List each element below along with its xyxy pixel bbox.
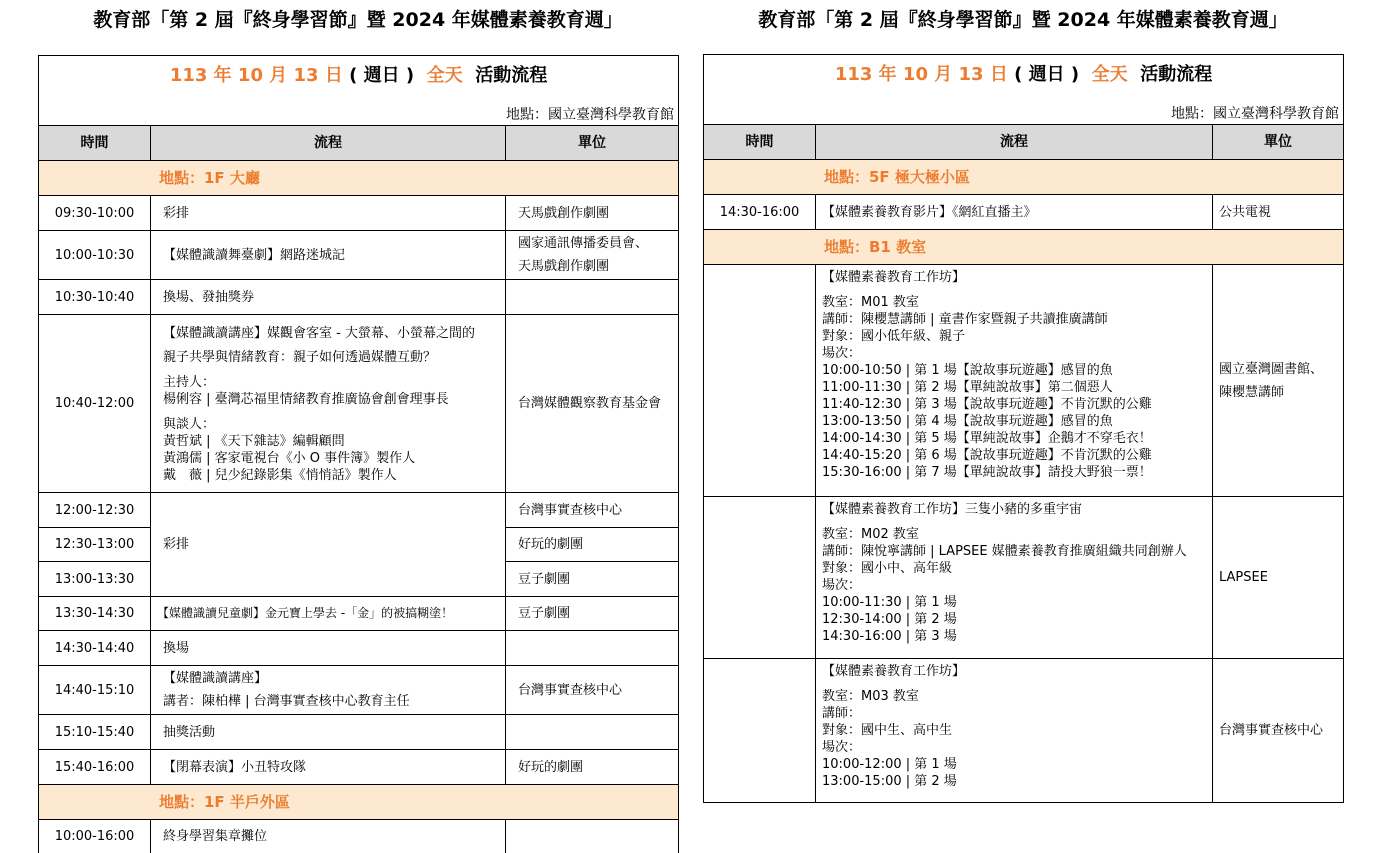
location-row [39, 785, 679, 820]
workshop-title: 【媒體素養教育工作坊】 [822, 270, 966, 285]
unit-cell [506, 820, 679, 853]
flow-cell [816, 659, 1213, 803]
location-row [39, 161, 679, 196]
unit-cell: 豆子劇團 [506, 562, 679, 597]
flow-line: 13:00-15:00 | 第 2 場 [822, 774, 957, 789]
flow-line: 與談人： [163, 417, 216, 432]
document-title: 教育部「第 2 屆『終身學習節』暨 2024 年媒體素養教育週」 [758, 9, 1288, 31]
flow-line: 對象：國小低年級、親子 [822, 329, 966, 344]
flow-line: 【媒體識讀講座】媒觀會客室 - 大螢幕、小螢幕之間的 [163, 326, 475, 341]
flow-line: 15:30-16:00 | 第 7 場【單純說故事】請投大野狼一票！ [822, 465, 1152, 480]
flow-line: 11:00-11:30 | 第 2 場【單純說故事】第二個惡人 [822, 380, 1113, 395]
flow-line: 黃哲斌 | 《天下雜誌》編輯顧問 [163, 434, 345, 449]
table-row [39, 750, 679, 785]
right-page [703, 0, 1343, 803]
flow-cell: 彩排 [151, 493, 506, 597]
table-row [704, 497, 1344, 659]
allday-label: 全天 [426, 65, 463, 86]
flow-cell: 【媒體識讀舞臺劇】網路迷城記 [151, 231, 506, 280]
flow-line: 講師：陳悅寧講師 | LAPSEE 媒體素養教育推廣組織共同創辦人 [822, 544, 1187, 559]
unit-cell: LAPSEE [1213, 497, 1344, 659]
unit-cell: 好玩的劇團 [506, 750, 679, 785]
unit-cell: 天馬戲創作劇團 [506, 196, 679, 231]
flow-cell [816, 265, 1213, 497]
unit-line: 國立臺灣圖書館、 [1219, 361, 1324, 377]
location-label: 地點：1F 大廳 [39, 161, 679, 196]
flow-line: 10:00-12:00 | 第 1 場 [822, 757, 957, 772]
unit-cell [506, 280, 679, 315]
flow-line: 14:40-15:20 | 第 6 場【說故事玩遊趣】不肯沉默的公雞 [822, 448, 1152, 463]
unit-cell: 公共電視 [1213, 195, 1344, 230]
date-header [39, 56, 679, 126]
flow-cell [151, 666, 506, 715]
flow-title: 活動流程 [1140, 64, 1213, 85]
time-cell: 14:40-15:10 [39, 666, 151, 715]
unit-column-header: 單位 [1213, 125, 1344, 160]
flow-cell: 【媒體識讀兒童劇】金元寶上學去 -「金」的被搞糊塗！ [151, 597, 506, 631]
location-label: 地點：5F 極大極小區 [704, 160, 1344, 195]
flow-cell: 換場 [151, 631, 506, 666]
column-header-row [704, 125, 1344, 160]
time-cell: 12:00-12:30 [39, 493, 151, 528]
event-date: 113 年 10 月 13 日 [169, 65, 343, 86]
time-cell: 15:40-16:00 [39, 750, 151, 785]
time-cell [704, 497, 816, 659]
table-row [39, 597, 679, 631]
flow-line: 戴 薇 | 兒少紀錄影集《悄悄話》製作人 [163, 468, 397, 483]
flow-line: 14:30-16:00 | 第 3 場 [822, 629, 957, 644]
table-row [39, 715, 679, 750]
flow-line: 對象：國中生、高中生 [822, 723, 953, 738]
time-cell: 12:30-13:00 [39, 528, 151, 562]
table-row [39, 820, 679, 853]
flow-line: 場次： [822, 578, 862, 593]
time-cell: 10:00-16:00 [39, 820, 151, 853]
table-row [704, 265, 1344, 497]
location-label: 地點：B1 教室 [704, 230, 1344, 265]
unit-cell [506, 715, 679, 750]
unit-cell [1213, 265, 1344, 497]
time-cell: 13:30-14:30 [39, 597, 151, 631]
unit-column-header: 單位 [506, 126, 679, 161]
weekday: ( 週日 ) [1014, 64, 1080, 85]
time-cell: 10:40-12:00 [39, 315, 151, 493]
time-column-header: 時間 [704, 125, 816, 160]
flow-line: 【媒體識讀講座】 [163, 671, 268, 686]
time-cell: 14:30-16:00 [704, 195, 816, 230]
flow-title: 活動流程 [475, 65, 548, 86]
flow-line: 楊俐容 | 臺灣芯福里情緒教育推廣協會創會理事長 [163, 392, 449, 407]
flow-line: 場次： [822, 346, 862, 361]
table-row [39, 315, 679, 493]
flow-line: 10:00-11:30 | 第 1 場 [822, 595, 957, 610]
left-page [38, 0, 678, 853]
table-row [39, 631, 679, 666]
venue-location: 地點：國立臺灣科學教育館 [506, 107, 675, 123]
unit-line: 陳櫻慧講師 [1219, 384, 1285, 400]
allday-label: 全天 [1091, 64, 1128, 85]
table-row [39, 666, 679, 715]
flow-cell: 抽獎活動 [151, 715, 506, 750]
date-header [704, 55, 1344, 125]
unit-line: 國家通訊傳播委員會、 [518, 236, 649, 251]
time-cell: 09:30-10:00 [39, 196, 151, 231]
flow-line: 11:40-12:30 | 第 3 場【說故事玩遊趣】不肯沉默的公雞 [822, 397, 1152, 412]
flow-cell [151, 315, 506, 493]
flow-cell: 【閉幕表演】小丑特攻隊 [151, 750, 506, 785]
venue-location: 地點：國立臺灣科學教育館 [1171, 106, 1340, 122]
workshop-title: 【媒體素養教育工作坊】 [822, 664, 966, 679]
flow-cell: 換場、發抽獎券 [151, 280, 506, 315]
flow-line: 14:00-14:30 | 第 5 場【單純說故事】企鵝才不穿毛衣！ [822, 431, 1152, 446]
flow-line: 教室：M01 教室 [822, 295, 919, 310]
flow-line: 12:30-14:00 | 第 2 場 [822, 612, 957, 627]
flow-line: 教室：M02 教室 [822, 527, 919, 542]
flow-cell: 終身學習集章攤位 [151, 820, 506, 853]
flow-line: 10:00-10:50 | 第 1 場【說故事玩遊趣】感冒的魚 [822, 363, 1113, 378]
table-row [704, 195, 1344, 230]
event-date: 113 年 10 月 13 日 [834, 64, 1008, 85]
flow-line: 主持人： [163, 375, 216, 390]
unit-cell: 台灣媒體觀察教育基金會 [506, 315, 679, 493]
unit-cell [506, 231, 679, 280]
table-row [39, 280, 679, 315]
unit-cell: 豆子劇團 [506, 597, 679, 631]
flow-line: 講師： [822, 706, 862, 721]
flow-line: 親子共學與情緒教育：親子如何透過媒體互動？ [163, 350, 437, 365]
time-cell [704, 265, 816, 497]
time-column-header: 時間 [39, 126, 151, 161]
weekday: ( 週日 ) [349, 65, 415, 86]
time-cell [704, 659, 816, 803]
table-row [704, 659, 1344, 803]
column-header-row [39, 126, 679, 161]
table-row [39, 196, 679, 231]
unit-cell: 好玩的劇團 [506, 528, 679, 562]
unit-cell: 台灣事實查核中心 [1213, 659, 1344, 803]
table-row [39, 493, 679, 528]
flow-line: 對象：國小中、高年級 [822, 561, 953, 576]
flow-line: 教室：M03 教室 [822, 689, 919, 704]
unit-cell [506, 631, 679, 666]
flow-column-header: 流程 [816, 125, 1213, 160]
flow-line: 13:00-13:50 | 第 4 場【說故事玩遊趣】感冒的魚 [822, 414, 1113, 429]
time-cell: 14:30-14:40 [39, 631, 151, 666]
location-row [704, 160, 1344, 195]
time-cell: 13:00-13:30 [39, 562, 151, 597]
time-cell: 10:30-10:40 [39, 280, 151, 315]
document-title: 教育部「第 2 屆『終身學習節』暨 2024 年媒體素養教育週」 [93, 9, 623, 31]
table-row [39, 231, 679, 280]
unit-cell: 台灣事實查核中心 [506, 666, 679, 715]
flow-line: 場次： [822, 740, 862, 755]
flow-cell: 【媒體素養教育影片】《網紅直播主》 [816, 195, 1213, 230]
flow-line: 講者：陳柏樺 | 台灣事實查核中心教育主任 [163, 694, 410, 709]
schedule-table-left [38, 55, 679, 853]
time-cell: 10:00-10:30 [39, 231, 151, 280]
flow-cell: 彩排 [151, 196, 506, 231]
unit-line: 天馬戲創作劇團 [518, 259, 610, 274]
time-cell: 15:10-15:40 [39, 715, 151, 750]
flow-line: 黃鴻儒 | 客家電視台《小 O 事件簿》製作人 [163, 451, 416, 466]
unit-cell: 台灣事實查核中心 [506, 493, 679, 528]
workshop-title: 【媒體素養教育工作坊】三隻小豬的多重宇宙 [822, 502, 1083, 517]
schedule-table-right [703, 54, 1344, 803]
location-row [704, 230, 1344, 265]
location-label: 地點：1F 半戶外區 [39, 785, 679, 820]
flow-line: 講師：陳櫻慧講師 | 童書作家暨親子共讀推廣講師 [822, 312, 1108, 327]
flow-column-header: 流程 [151, 126, 506, 161]
flow-cell [816, 497, 1213, 659]
